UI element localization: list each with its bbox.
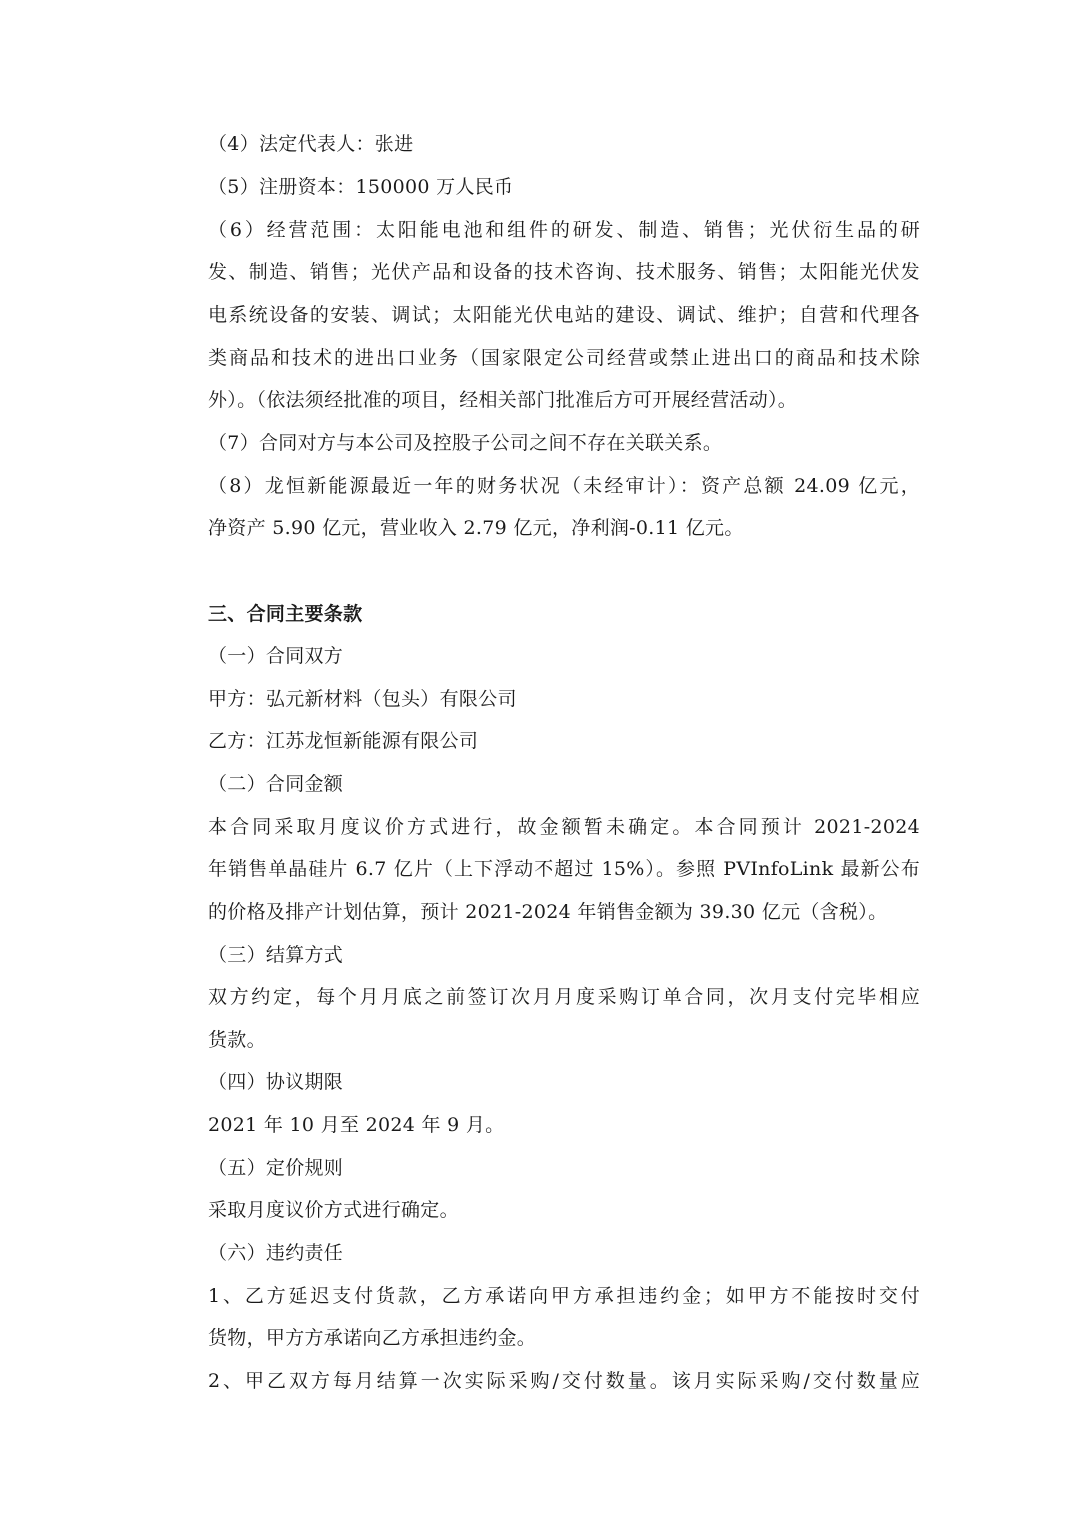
- party-a: 甲方：弘元新材料（包头）有限公司: [208, 688, 517, 710]
- liability-clause-line: 2、甲乙双方每月结算一次实际采购/交付数量。该月实际采购/交付数量应: [208, 1370, 920, 1392]
- section-title: 三、合同主要条款: [208, 603, 363, 625]
- liability-clause-line: 货物，甲方方承诺向乙方承担违约金。: [208, 1327, 537, 1349]
- subsection-title: （六）违约责任: [208, 1242, 344, 1264]
- liability-clause-line: 1、乙方延迟支付货款，乙方承诺向甲方承担违约金；如甲方不能按时交付: [208, 1285, 920, 1307]
- subsection-title: （一）合同双方: [208, 645, 344, 667]
- contract-amount-line: 本合同采取月度议价方式进行，故金额暂未确定。本合同预计 2021-2024: [208, 816, 920, 838]
- business-scope-line: 外）。（依法须经批准的项目，经相关部门批准后方可开展经营活动）。: [208, 389, 798, 411]
- subsection-title: （三）结算方式: [208, 944, 344, 966]
- settlement-line: 双方约定，每个月月底之前签订次月月度采购订单合同，次月支付完毕相应: [208, 986, 920, 1008]
- settlement-line: 货款。: [208, 1029, 266, 1051]
- financial-status-line: 净资产 5.90 亿元，营业收入 2.79 亿元，净利润-0.11 亿元。: [208, 517, 744, 539]
- subsection-title: （二）合同金额: [208, 773, 344, 795]
- party-b: 乙方：江苏龙恒新能源有限公司: [208, 730, 479, 752]
- subsection-title: （五）定价规则: [208, 1157, 344, 1179]
- registered-capital: （5）注册资本：150000 万人民币: [208, 176, 514, 198]
- subsection-title: （四）协议期限: [208, 1071, 344, 1093]
- legal-representative: （4）法定代表人：张进: [208, 133, 414, 155]
- business-scope-line: 电系统设备的安装、调试；太阳能光伏电站的建设、调试、维护；自营和代理各: [208, 304, 920, 326]
- related-party-statement: （7）合同对方与本公司及控股子公司之间不存在关联关系。: [208, 432, 723, 454]
- contract-amount-line: 的价格及排产计划估算，预计 2021-2024 年销售金额为 39.30 亿元（含税）。: [208, 901, 888, 923]
- pricing-rule: 采取月度议价方式进行确定。: [208, 1199, 459, 1221]
- financial-status-line: （8）龙恒新能源最近一年的财务状况（未经审计）：资产总额 24.09 亿元，: [208, 475, 920, 497]
- contract-amount-line: 年销售单晶硅片 6.7 亿片（上下浮动不超过 15%）。参照 PVInfoLink 最新公布: [208, 858, 920, 880]
- business-scope-line: 类商品和技术的进出口业务（国家限定公司经营或禁止进出口的商品和技术除: [208, 347, 920, 369]
- business-scope-line: 发、制造、销售；光伏产品和设备的技术咨询、技术服务、销售；太阳能光伏发: [208, 261, 920, 283]
- agreement-term: 2021 年 10 月至 2024 年 9 月。: [208, 1114, 505, 1136]
- business-scope-line: （6）经营范围：太阳能电池和组件的研发、制造、销售；光伏衍生品的研: [208, 219, 920, 241]
